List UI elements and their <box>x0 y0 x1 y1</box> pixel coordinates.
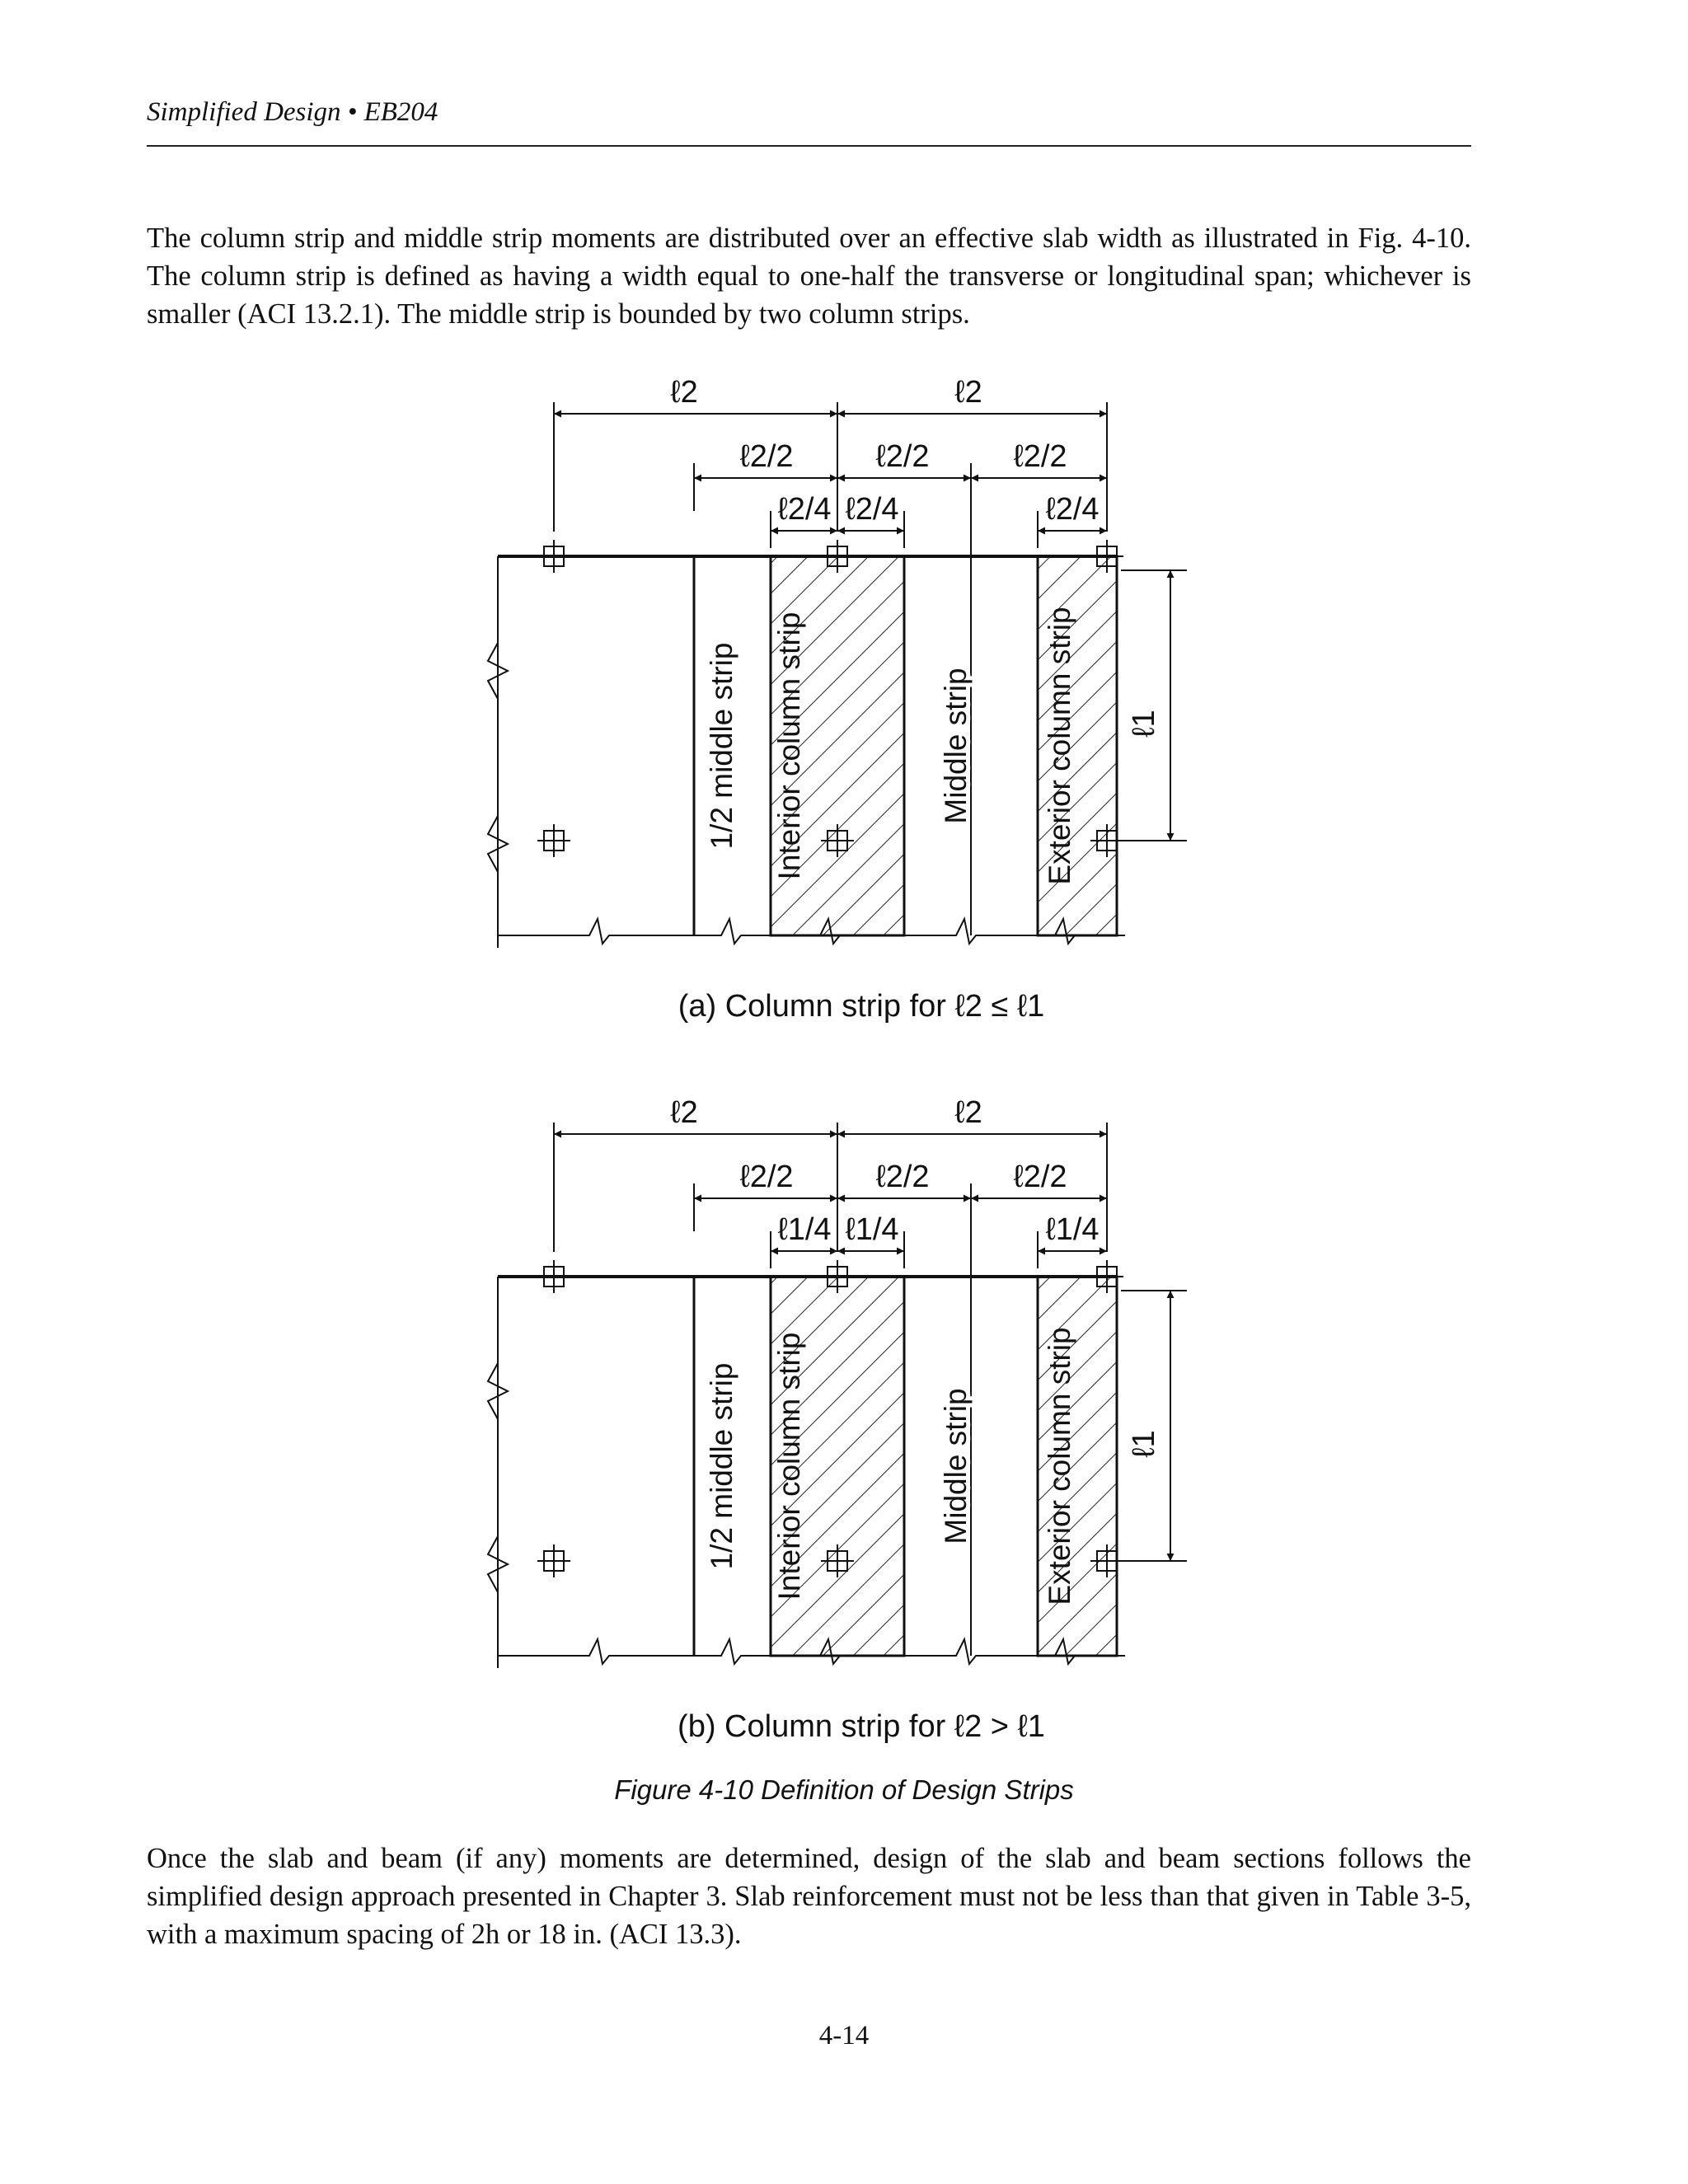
dim-half-1: ℓ2/2 <box>739 1160 794 1194</box>
figure-caption: Figure 4-10 Definition of Design Strips <box>614 1774 1074 1805</box>
panel-a <box>488 375 1187 1024</box>
dim-half-3: ℓ2/2 <box>1013 1160 1067 1194</box>
half-middle-strip-label: 1/2 middle strip <box>705 642 738 850</box>
panel-b <box>488 1095 1187 1744</box>
interior-column-strip-label: Interior column strip <box>772 1332 806 1601</box>
dim-l1: ℓ1 <box>1127 710 1161 738</box>
dim-half-1: ℓ2/2 <box>739 439 794 474</box>
middle-strip-label: Middle strip <box>939 668 973 824</box>
panel-b-caption-math: ℓ2 > ℓ1 <box>954 1709 1045 1744</box>
panel-a-caption-prefix: (a) Column strip for <box>678 989 955 1024</box>
page-number: 4-14 <box>818 2021 870 2050</box>
dim-quarter-2: ℓ2/4 <box>845 492 899 527</box>
panel-a-caption-math: ℓ2 ≤ ℓ1 <box>954 989 1045 1024</box>
dim-quarter-1: ℓ1/4 <box>777 1212 832 1247</box>
dim-l1: ℓ1 <box>1127 1430 1161 1458</box>
panel-b-caption <box>678 1709 1045 1744</box>
panel-a-caption <box>678 989 1045 1024</box>
dim-span-right: ℓ2 <box>954 375 982 410</box>
dim-span-left: ℓ2 <box>670 375 698 410</box>
half-middle-strip-label: 1/2 middle strip <box>705 1362 738 1570</box>
dim-quarter-3: ℓ2/4 <box>1045 492 1100 527</box>
intro-paragraph: The column strip and middle strip moments are distributed over an effective slab width as illustrated in Fig. 4-10. The column strip is defined as having a width equal to one-half the transverse or longitudinal span; whichever is smaller (ACI 13.2.1). The middle strip is bounded by two column strips. <box>147 223 1471 330</box>
dim-half-2: ℓ2/2 <box>875 439 930 474</box>
dim-span-left: ℓ2 <box>670 1095 698 1130</box>
running-header: Simplified Design • EB204 <box>147 97 438 127</box>
panel-b-caption-prefix: (b) Column strip for <box>678 1709 954 1744</box>
dim-quarter-3: ℓ1/4 <box>1045 1212 1100 1247</box>
interior-column-strip-label: Interior column strip <box>772 612 806 880</box>
dim-quarter-2: ℓ1/4 <box>845 1212 899 1247</box>
dim-half-2: ℓ2/2 <box>875 1160 930 1194</box>
exterior-column-strip-label: Exterior column strip <box>1043 607 1076 885</box>
exterior-column-strip-label: Exterior column strip <box>1043 1327 1076 1605</box>
dim-quarter-1: ℓ2/4 <box>777 492 832 527</box>
middle-strip-label: Middle strip <box>939 1388 973 1544</box>
dim-half-3: ℓ2/2 <box>1013 439 1067 474</box>
closing-paragraph: Once the slab and beam (if any) moments are determined, design of the slab and beam sections follows the simplified design approach presented in Chapter 3. Slab reinforcement must not be less than that given in Table 3-5, with a maximum spacing of 2h or 18 in. (ACI 13.3). <box>147 1843 1471 1950</box>
dim-span-right: ℓ2 <box>954 1095 982 1130</box>
